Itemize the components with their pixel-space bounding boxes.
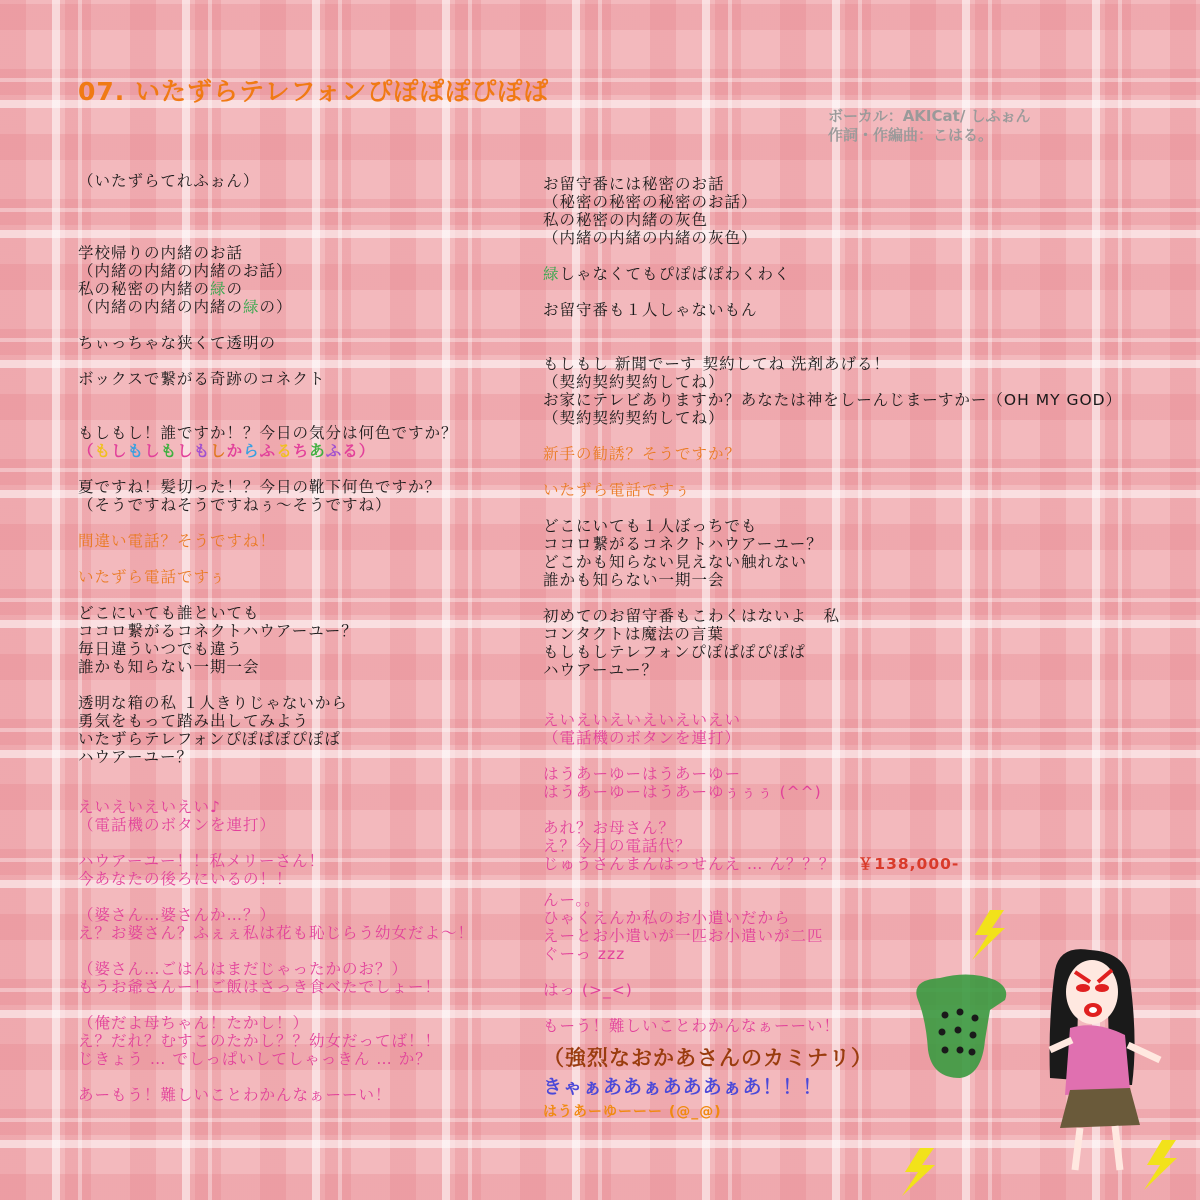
rainbow-line (78, 442, 538, 460)
lyric-line: はっ (>_<) (543, 981, 633, 999)
stanza (543, 337, 1193, 355)
stanza (543, 607, 1193, 679)
rainbow-char: ら (243, 442, 260, 460)
stanza (78, 370, 538, 388)
lyric-line: いたずら電話ですぅ (78, 568, 227, 586)
lyric-line: はうあーゆーはうあーゆぅぅぅ (^^) (543, 783, 822, 801)
lyric-line: 新手の勧誘？そうですか？ (543, 445, 742, 463)
lyric-line: どこかも知らない見えない触れない (543, 553, 808, 571)
stanza (78, 208, 538, 226)
lyric-line: えーとお小遣いが一匹お小遣いが二匹 (543, 927, 824, 945)
lyric-line: お家にテレビありますか？あなたは神をしーんじまーすかー（OH MY GOD） (543, 391, 1123, 409)
stanza (78, 1086, 538, 1104)
lyric-line: （婆さん…婆さんか…？） (78, 906, 277, 924)
lyric-line: あーもう！難しいことわかんなぁーーい！ (78, 1086, 392, 1104)
stanza (543, 445, 1193, 463)
rainbow-char: し (210, 442, 227, 460)
lyric-line: ちぃっちゃな狭くて透明の (78, 334, 277, 352)
scream-line: きゃぁああぁあああぁあ！！！ (543, 1076, 823, 1098)
lyric-line: 間違い電話？そうですね！ (78, 532, 277, 550)
lyric-line: 私の秘密の内緒の緑の (78, 280, 244, 298)
lyric-line: 誰かも知らない一期一会 (543, 571, 725, 589)
lyric-line: （内緒の内緒の内緒の灰色） (543, 229, 758, 247)
rainbow-char: も (127, 442, 145, 460)
lyric-line (543, 337, 1193, 355)
stanza (543, 765, 1193, 801)
lyric-line: あれ？お母さん？ (543, 819, 676, 837)
stanza (543, 301, 1193, 319)
stanza (543, 355, 1193, 427)
lyric-line: 緑しゃなくてもぴぽぱぽわくわく (543, 265, 791, 283)
rainbow-char: る (276, 442, 293, 460)
lyric-line: え？だれ？むすこのたかし？？幼女だってば！！ (78, 1032, 442, 1050)
stanza (78, 478, 538, 514)
composer-credit: 作詞・作編曲：こはる。 (828, 126, 994, 144)
angry-mother-icon (1050, 949, 1160, 1170)
lyric-line: もーう！難しいことわかんなぁーーい！ (543, 1017, 841, 1035)
stanza (543, 517, 1193, 589)
lyric-line: ひゃくえんか私のお小遣いだから (543, 909, 791, 927)
stanza (78, 1014, 538, 1068)
lyric-line: お留守番には秘密のお話 (543, 175, 725, 193)
rainbow-char: る (342, 442, 359, 460)
stanza (543, 265, 1193, 283)
lyric-line: ココロ繋がるコネクトハウアーユー？ (543, 535, 823, 553)
lyric-line: （内緒の内緒の内緒のお話） (78, 262, 293, 280)
lyric-line: もしもしテレフォンぴぽぱぽぴぽぱ (543, 643, 806, 661)
vocal-credit: ボーカル：AKICat/ しふぉん (828, 107, 1031, 125)
rainbow-char: し (144, 442, 161, 460)
song-title: 07. いたずらテレフォンぴぽぱぽぴぽぱ (78, 77, 550, 106)
lyric-line: 誰かも知らない一期一会 (78, 658, 260, 676)
lyric-line (78, 766, 538, 784)
stanza (78, 568, 538, 586)
scream-line-2: はうあーゆーーー (@_@) (543, 1104, 722, 1120)
lyric-line: 透明な箱の私 １人きりじゃないから (78, 694, 348, 712)
rainbow-char: し (177, 442, 194, 460)
stanza (78, 424, 538, 460)
green-word: 緑 (543, 265, 560, 283)
lyric-line: え？お婆さん？ふぇぇ私は花も恥じらう幼女だよ～！ (78, 924, 475, 942)
lyric-line: もうお爺さんー！ご飯はさっき食べたでしょー！ (78, 978, 442, 996)
lyric-line: 夏ですね！髪切った！？今日の靴下何色ですか？ (78, 478, 442, 496)
stanza (78, 694, 538, 766)
lyric-line: じゅうさんまんはっせんえ … ん？？？ ￥138,000- (543, 855, 960, 873)
lyric-line (78, 406, 538, 424)
lyric-line: コンタクトは魔法の言葉 (543, 625, 724, 643)
rainbow-char: も (160, 442, 178, 460)
lyric-line: 毎日違ういつでも違う (78, 640, 244, 658)
stanza (78, 604, 538, 676)
stanza (543, 711, 1193, 747)
lyrics-left-column (78, 172, 538, 1122)
stanza (78, 334, 538, 352)
lyric-line: いたずら電話ですぅ (543, 481, 692, 499)
lyric-line: （契約契約契約してね） (543, 409, 725, 427)
lyric-line: 私の秘密の内緒の灰色 (543, 211, 709, 229)
stanza (78, 906, 538, 942)
green-word: 緑 (243, 298, 260, 316)
rainbow-char: も (193, 442, 211, 460)
stanza (78, 766, 538, 784)
lyric-line: ハウアーユー！！私メリーさん！ (78, 852, 326, 870)
telephone-icon (916, 974, 1006, 1078)
stanza (543, 175, 1193, 247)
credits (828, 107, 1031, 145)
lyric-line: （俺だよ母ちゃん！たかし！） (78, 1014, 310, 1032)
green-word: 緑 (210, 280, 227, 298)
lyric-line (78, 208, 538, 226)
rainbow-char: あ (309, 442, 326, 460)
stanza (78, 532, 538, 550)
lyric-line: 初めてのお留守番もこわくはないよ 私 (543, 607, 841, 625)
rainbow-char: （ (78, 442, 95, 460)
stanza (543, 679, 1193, 697)
lyric-line: ハウアーユー？ (543, 661, 659, 679)
lyric-line: じきょう … でしっぱいしてしゃっきん … か？ (78, 1050, 432, 1068)
lyric-line: （電話機のボタンを連打） (543, 729, 742, 747)
lyric-line: ココロ繋がるコネクトハウアーユー？ (78, 622, 358, 640)
lyric-line: ボックスで繋がる奇跡のコネクト (78, 370, 326, 388)
lyric-line: （いたずらてれふぉん） (78, 172, 260, 190)
stanza (543, 819, 1193, 873)
stanza (78, 244, 538, 316)
stanza (78, 960, 538, 996)
lyric-line: はうあーゆーはうあーゆー (543, 765, 742, 783)
lyric-line: 学校帰りの内緒のお話 (78, 244, 244, 262)
rainbow-char: か (226, 442, 244, 460)
crayon-illustration (900, 900, 1200, 1200)
stanza (78, 798, 538, 834)
lyric-line: どこにいても誰といても (78, 604, 260, 622)
lyric-line: いたずらテレフォンぴぽぱぽぴぽぱ (78, 730, 341, 748)
rainbow-char: ふ (259, 442, 277, 460)
lyric-line: 今あなたの後ろにいるの！！ (78, 870, 293, 888)
lyric-line: どこにいても１人ぼっちでも (543, 517, 758, 535)
stanza (78, 172, 538, 190)
lyric-line: ハウアーユー？ (78, 748, 194, 766)
lyric-line (543, 679, 1193, 697)
lyric-line: （電話機のボタンを連打） (78, 816, 277, 834)
thunder-line: （強烈なおかあさんのカミナリ） (543, 1046, 873, 1070)
lyric-line: （そうですねそうですねぅ～そうですね） (78, 496, 392, 514)
lyric-line: もしもし！誰ですか！？今日の気分は何色ですか？ (78, 424, 458, 442)
rainbow-char: し (111, 442, 128, 460)
rainbow-char: ち (292, 442, 310, 460)
lyric-line: えいえいえいえいえいえい (543, 711, 742, 729)
lyric-line: もしもし 新聞でーす 契約してね 洗剤あげる！ (543, 355, 891, 373)
lyric-line: えいえいえいえい♪ (78, 798, 221, 816)
lyric-line: （内緒の内緒の内緒の緑の） (78, 298, 293, 316)
stanza (78, 406, 538, 424)
lyric-line: （秘密の秘密の秘密のお話） (543, 193, 758, 211)
lyric-line: お留守番も１人しゃないもん (543, 301, 758, 319)
lyric-line: （契約契約契約してね） (543, 373, 725, 391)
rainbow-char: ふ (325, 442, 343, 460)
lyric-line: ぐーっ zzz (543, 945, 626, 963)
rainbow-char: ） (358, 442, 376, 460)
stanza (543, 481, 1193, 499)
lyric-line: んー。。 (543, 891, 601, 909)
lyric-line: （婆さん…ごはんはまだじゃったかのお？） (78, 960, 409, 978)
rainbow-char: も (94, 442, 112, 460)
price-tag: ￥138,000- (857, 855, 960, 873)
stanza (78, 852, 538, 888)
lyric-line: え？今月の電話代？ (543, 837, 692, 855)
lyric-line: 勇気をもって踏み出してみよう (78, 712, 310, 730)
